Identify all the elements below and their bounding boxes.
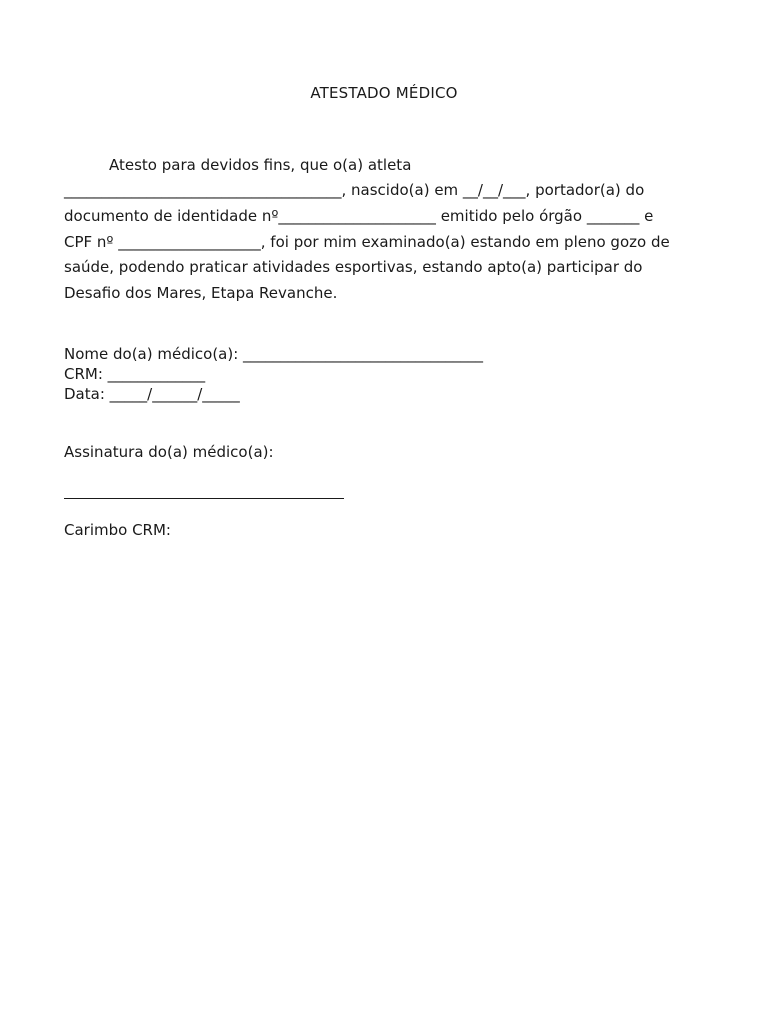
signature-label: Assinatura do(a) médico(a): xyxy=(64,443,274,461)
paragraph-line: documento de identidade nº_____________________ emitido pelo órgão _______ e xyxy=(64,207,654,225)
paragraph-line: CPF nº ___________________, foi por mim examinado(a) estando em pleno gozo de xyxy=(64,233,670,251)
paragraph-line: saúde, podendo praticar atividades esportivas, estando apto(a) participar do xyxy=(64,258,643,276)
date-field: Data: _____/______/_____ xyxy=(64,385,240,403)
paragraph-line: _____________________________________, nascido(a) em __/__/___, portador(a) do xyxy=(64,181,645,199)
paragraph-line: Desafio dos Mares, Etapa Revanche. xyxy=(64,284,338,302)
doctor-name-field: Nome do(a) médico(a): ________________________________ xyxy=(64,345,484,363)
crm-field: CRM: _____________ xyxy=(64,365,206,383)
crm-stamp-label: Carimbo CRM: xyxy=(64,521,171,539)
document-title: ATESTADO MÉDICO xyxy=(310,84,458,102)
paragraph-line: Atesto para devidos fins, que o(a) atleta xyxy=(109,156,412,174)
signature-line xyxy=(64,498,344,499)
